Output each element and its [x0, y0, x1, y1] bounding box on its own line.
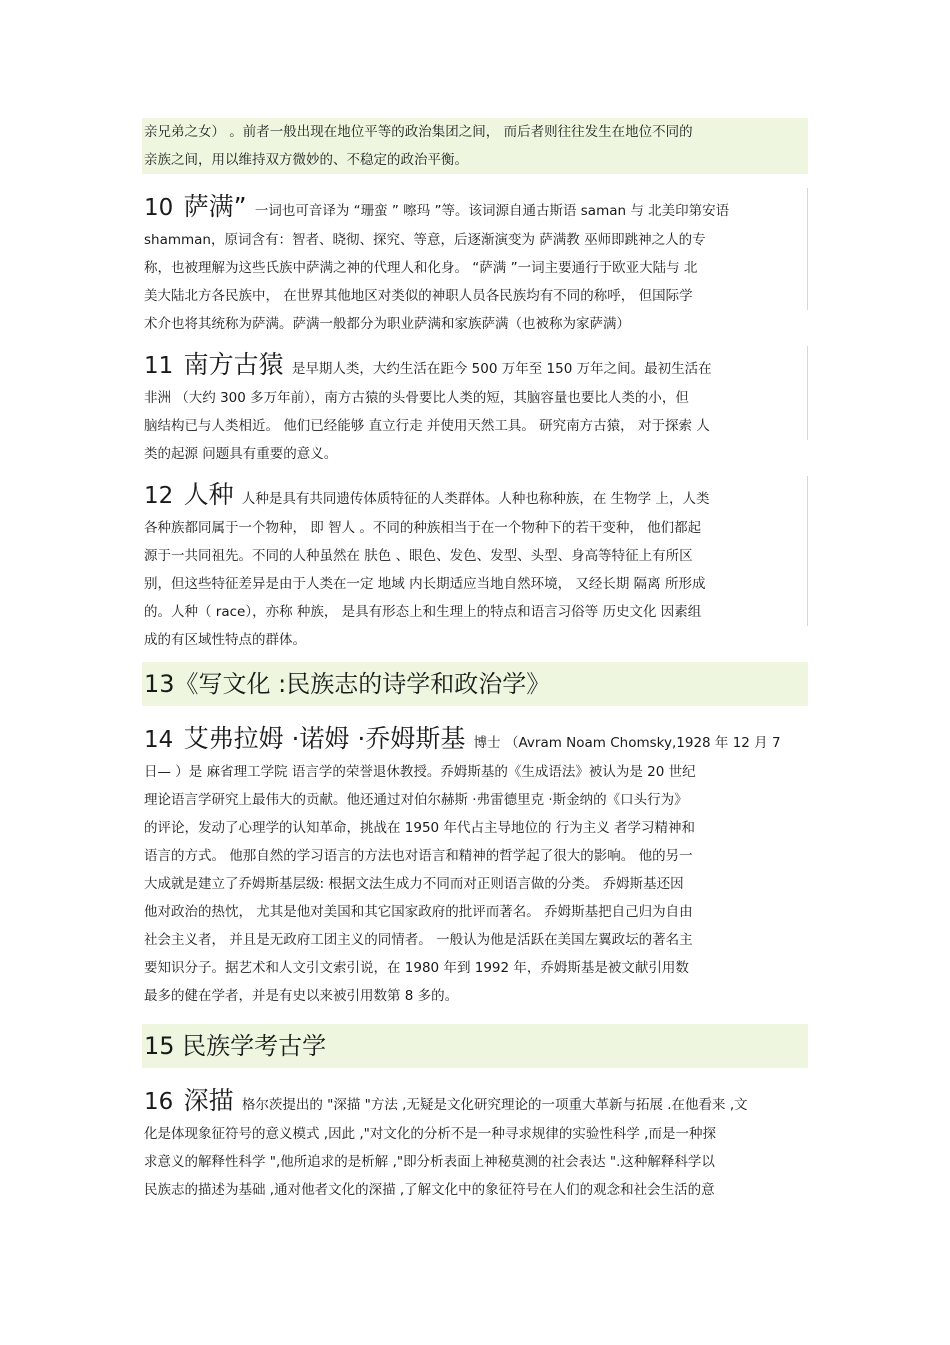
- text-line: 术介也将其统称为萨满。萨满一般都分为职业萨满和家族萨满（也被称为家萨满）: [144, 316, 630, 332]
- text-line: 理论语言学研究上最伟大的贡献。他还通过对伯尔赫斯 ·弗雷德里克 ·斯金纳的《口头行为》: [144, 792, 688, 808]
- text-line: 的评论，发动了心理学的认知革命，挑战在 1950 年代占主导地位的 行为主义 者学习精神和: [144, 820, 696, 836]
- entry-heading: [142, 476, 808, 514]
- entry-term: 人种: [183, 480, 234, 509]
- entry-term: 深描: [183, 1086, 234, 1115]
- text-line: 化是体现象征符号的意义模式 ,因此 ,"对文化的分析不是一种寻求规律的实验性科学 ,而是一种探: [144, 1126, 716, 1142]
- text-line: 最多的健在学者，并是有史以来被引用数第 8 多的。: [144, 988, 459, 1004]
- text-line: 亲族之间，用以维持双方微妙的、不稳定的政治平衡。: [142, 146, 808, 174]
- entry-10: [142, 188, 808, 338]
- entry-term: 艾弗拉姆 ·诺姆 ·乔姆斯基: [183, 724, 466, 753]
- text-line: 日— ）是 麻省理工学院 语言学的荣誉退休教授。乔姆斯基的《生成语法》被认为是 20 世纪: [144, 764, 696, 780]
- entry-text: 博士 （Avram Noam Chomsky,1928 年 12 月 7: [473, 735, 781, 751]
- text-line: 大成就是建立了乔姆斯基层级: 根据文法生成力不同而对正则语言做的分类。 乔姆斯基还因: [144, 876, 684, 892]
- text-line: 别，但这些特征差异是由于人类在一定 地域 内长期适应当地自然环境， 又经长期 隔离 所形成: [142, 570, 808, 598]
- text-line: 社会主义者， 并且是无政府工团主义的同情者。 一般认为他是活跃在美国左翼政坛的著名主: [144, 932, 693, 948]
- text-line: 源于一共同祖先。不同的人种虽然在 肤色 、眼色、发色、发型、头型、身高等特征上有所区: [142, 542, 808, 570]
- text-line: 求意义的解释性科学 ",他所追求的是析解 ,"即分析表面上神秘莫测的社会表达 ".这种解释科学以: [144, 1154, 715, 1170]
- entry-term: 南方古猿: [183, 350, 284, 379]
- text-line: 要知识分子。据艺术和人文引文索引说，在 1980 年到 1992 年，乔姆斯基是被文献引用数: [144, 960, 689, 976]
- text-line: 他对政治的热忱， 尤其是他对美国和其它国家政府的批评而著名。 乔姆斯基把自己归为自由: [144, 904, 693, 920]
- entry-11: [142, 346, 808, 468]
- text-line: 脑结构已与人类相近。 他们已经能够 直立行走 并使用天然工具。 研究南方古猿， 对于探索 人: [142, 412, 808, 440]
- text-line: 称，也被理解为这些氏族中萨满之神的代理人和化身。 “萨满 ”一词主要通行于欧亚大陆与 北: [142, 254, 808, 282]
- entry-number: 16: [144, 1089, 174, 1115]
- intro-block: [142, 118, 808, 174]
- entry-heading: [142, 188, 808, 226]
- entry-15-title: 15 民族学考古学: [142, 1024, 808, 1068]
- entry-number: 12: [144, 483, 174, 509]
- entry-14: [142, 720, 808, 1010]
- entry-heading: [142, 346, 808, 384]
- text-line: 成的有区域性特点的群体。: [144, 632, 306, 648]
- text-line: 各种族都同属于一个物种， 即 智人 。不同的种族相当于在一个物种下的若干变种， 他们都起: [142, 514, 808, 542]
- entry-13-title: 13《写文化 :民族志的诗学和政治学》: [142, 662, 808, 706]
- entry-text: 格尔茨提出的 "深描 "方法 ,无疑是文化研究理论的一项重大革新与拓展 .在他看来 ,文: [241, 1097, 748, 1113]
- entry-heading: [142, 720, 808, 758]
- entry-12: [142, 476, 808, 654]
- entry-text: 人种是具有共同遗传体质特征的人类群体。人种也称种族，在 生物学 上，人类: [241, 491, 710, 507]
- text-line: 非洲 （大约 300 多万年前），南方古猿的头骨要比人类的短，其脑容量也要比人类的小，但: [142, 384, 808, 412]
- entry-number: 10: [144, 195, 174, 221]
- text-line: shamman，原词含有：智者、晓彻、探究、等意，后逐渐演变为 萨满教 巫师即跳神之人的专: [142, 226, 808, 254]
- text-line: 民族志的描述为基础 ,通对他者文化的深描 ,了解文化中的象征符号在人们的观念和社会生活的意: [144, 1182, 715, 1198]
- text-line: 的。人种（ race），亦称 种族， 是具有形态上和生理上的特点和语言习俗等 历史文化 因素组: [142, 598, 808, 626]
- entry-heading: [142, 1082, 808, 1120]
- text-line: 美大陆北方各民族中， 在世界其他地区对类似的神职人员各民族均有不同的称呼， 但国际学: [142, 282, 808, 310]
- entry-16: [142, 1082, 808, 1204]
- entry-number: 11: [144, 353, 174, 379]
- text-line: 类的起源 问题具有重要的意义。: [144, 446, 338, 462]
- entry-text: 一词也可音译为 “珊蛮 ” 嚓玛 ”等。该词源自通古斯语 saman 与 北美印第安语: [254, 203, 730, 219]
- entry-text: 是早期人类，大约生活在距今 500 万年至 150 万年之间。最初生活在: [291, 361, 712, 377]
- entry-term: 萨满”: [183, 192, 247, 221]
- text-line: 语言的方式。 他那自然的学习语言的方法也对语言和精神的哲学起了很大的影响。 他的另一: [144, 848, 693, 864]
- text-line: 亲兄弟之女） 。前者一般出现在地位平等的政治集团之间， 而后者则往往发生在地位不同的: [142, 118, 808, 146]
- entry-number: 14: [144, 727, 174, 753]
- document-page: [142, 118, 808, 1204]
